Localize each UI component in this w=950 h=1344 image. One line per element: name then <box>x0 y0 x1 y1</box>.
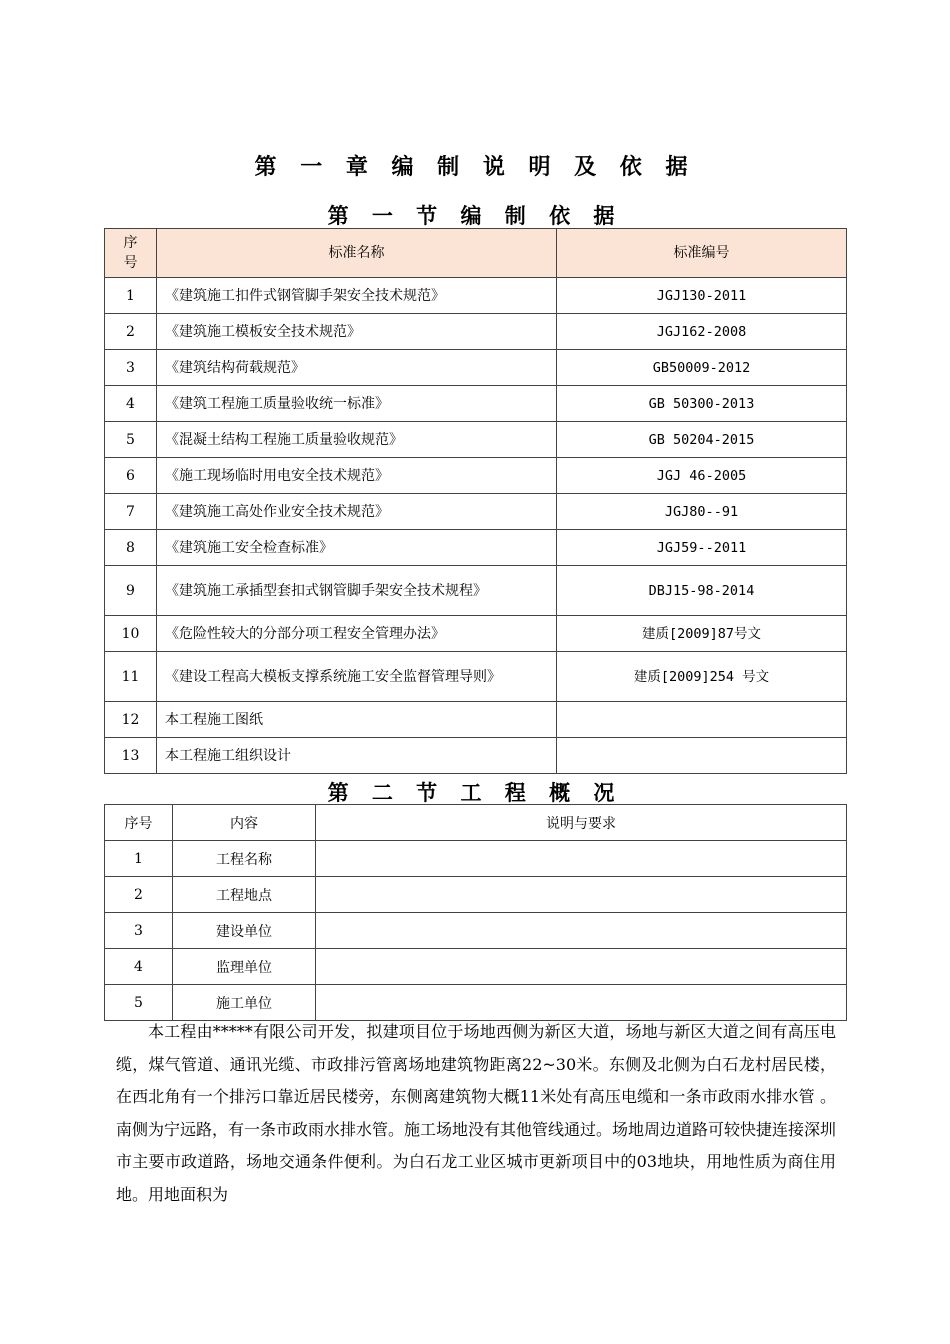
standard-name: 《建筑施工安全检查标准》 <box>157 530 557 566</box>
info-header-idx: 序号 <box>105 805 173 841</box>
table-row <box>105 458 847 494</box>
info-body <box>105 841 847 1021</box>
standard-name: 《混凝土结构工程施工质量验收规范》 <box>157 422 557 458</box>
info-label: 工程名称 <box>173 841 316 877</box>
standard-code <box>557 738 847 774</box>
info-value <box>316 877 847 913</box>
table-row <box>105 913 847 949</box>
info-label: 工程地点 <box>173 877 316 913</box>
header-code: 标准编号 <box>557 229 847 278</box>
standard-name: 《建设工程高大模板支撑系统施工安全监督管理导则》 <box>157 652 557 702</box>
table-row <box>105 350 847 386</box>
info-header-content: 内容 <box>173 805 316 841</box>
row-index: 4 <box>105 949 173 985</box>
standard-code <box>557 702 847 738</box>
chapter-title: 第 一 章 编 制 说 明 及 依 据 <box>254 154 696 180</box>
section1-title: 第 一 节 编 制 依 据 <box>327 203 623 228</box>
table-row <box>105 314 847 350</box>
info-value <box>316 841 847 877</box>
table-row <box>105 494 847 530</box>
info-label: 监理单位 <box>173 949 316 985</box>
row-index: 1 <box>105 278 157 314</box>
table-row <box>105 652 847 702</box>
overview-paragraph: 本工程由*****有限公司开发，拟建项目位于场地西侧为新区大道，场地与新区大道之间有高压电缆，煤气管道、通讯光缆、市政排污管离场地建筑物距离22~30米。东侧及北侧为白石龙村居民楼，在西北角有一个排污口靠近居民楼旁，东侧离建筑物大概11米处有高压电缆和一条市政雨水排水管 。南侧为宁远路，有一条市政雨水排水管。施工场地没有其他管线通过。场地周边道路可较快捷连接深圳市主要市政道路，场地交通条件便利。为白石龙工业区城市更新项目中的03地块，用地性质为商住用地。用地面积为 <box>116 1022 837 1204</box>
info-label: 建设单位 <box>173 913 316 949</box>
info-value <box>316 949 847 985</box>
standard-code: JGJ162-2008 <box>557 314 847 350</box>
row-index: 11 <box>105 652 157 702</box>
table-row <box>105 566 847 616</box>
table-row <box>105 738 847 774</box>
info-label: 施工单位 <box>173 985 316 1021</box>
row-index: 13 <box>105 738 157 774</box>
header-idx: 序号 <box>105 229 157 278</box>
row-index: 5 <box>105 985 173 1021</box>
standard-name: 本工程施工组织设计 <box>157 738 557 774</box>
standard-code: JGJ130-2011 <box>557 278 847 314</box>
standard-name: 《建筑施工高处作业安全技术规范》 <box>157 494 557 530</box>
row-index: 3 <box>105 350 157 386</box>
row-index: 3 <box>105 913 173 949</box>
standard-name: 《建筑结构荷载规范》 <box>157 350 557 386</box>
project-info-table <box>104 804 847 1021</box>
table-row <box>105 278 847 314</box>
standard-code: JGJ59--2011 <box>557 530 847 566</box>
standard-name: 本工程施工图纸 <box>157 702 557 738</box>
row-index: 5 <box>105 422 157 458</box>
standard-code: 建质[2009]254 号文 <box>557 652 847 702</box>
row-index: 10 <box>105 616 157 652</box>
row-index: 12 <box>105 702 157 738</box>
table-row <box>105 949 847 985</box>
info-header-desc: 说明与要求 <box>316 805 847 841</box>
table-row <box>105 702 847 738</box>
standard-code: JGJ 46-2005 <box>557 458 847 494</box>
standard-code: 建质[2009]87号文 <box>557 616 847 652</box>
table-row <box>105 616 847 652</box>
row-index: 2 <box>105 314 157 350</box>
standards-body <box>105 278 847 774</box>
table-row <box>105 841 847 877</box>
standard-code: GB50009-2012 <box>557 350 847 386</box>
table-row <box>105 530 847 566</box>
standards-header-row <box>105 229 847 278</box>
row-index: 8 <box>105 530 157 566</box>
standard-name: 《建筑施工承插型套扣式钢管脚手架安全技术规程》 <box>157 566 557 616</box>
standard-name: 《危险性较大的分部分项工程安全管理办法》 <box>157 616 557 652</box>
standards-table <box>104 228 847 774</box>
standard-code: GB 50204-2015 <box>557 422 847 458</box>
table-row <box>105 877 847 913</box>
row-index: 2 <box>105 877 173 913</box>
row-index: 7 <box>105 494 157 530</box>
table-row <box>105 386 847 422</box>
row-index: 9 <box>105 566 157 616</box>
row-index: 6 <box>105 458 157 494</box>
standard-code: DBJ15-98-2014 <box>557 566 847 616</box>
standard-code: JGJ80--91 <box>557 494 847 530</box>
info-header-row <box>105 805 847 841</box>
standard-name: 《建筑施工模板安全技术规范》 <box>157 314 557 350</box>
header-name: 标准名称 <box>157 229 557 278</box>
row-index: 1 <box>105 841 173 877</box>
section2-title: 第 二 节 工 程 概 况 <box>327 780 623 805</box>
standard-name: 《建筑工程施工质量验收统一标准》 <box>157 386 557 422</box>
standard-code: GB 50300-2013 <box>557 386 847 422</box>
standard-name: 《建筑施工扣件式钢管脚手架安全技术规范》 <box>157 278 557 314</box>
table-row <box>105 422 847 458</box>
row-index: 4 <box>105 386 157 422</box>
info-value <box>316 913 847 949</box>
standard-name: 《施工现场临时用电安全技术规范》 <box>157 458 557 494</box>
